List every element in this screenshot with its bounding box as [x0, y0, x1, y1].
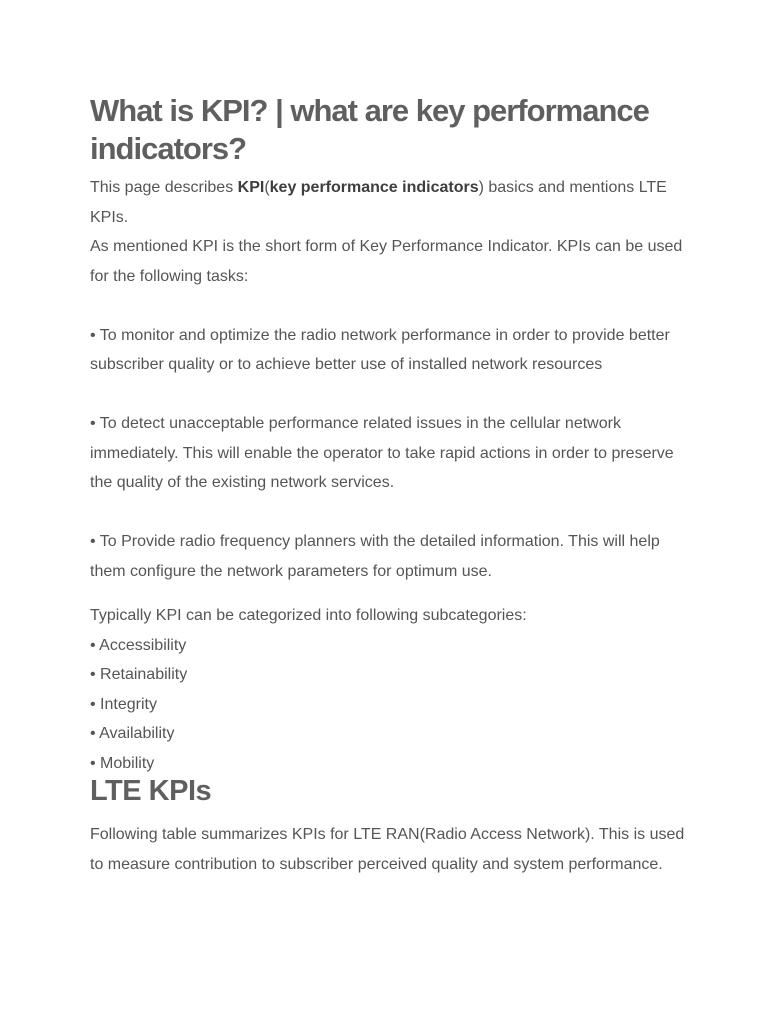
subcategory-item: • Mobility [90, 754, 155, 772]
intro-prefix: This page describes [90, 179, 238, 196]
lte-kpis-heading: LTE KPIs [90, 775, 212, 807]
subcategory-item: • Accessibility [90, 636, 187, 654]
task-item-detect: • To detect unacceptable performance related issues in the cellular network immediately. This will enable the operator to take rapid actions in order to preserve the quality of the existing network services. [90, 415, 674, 491]
lte-kpis-description: Following table summarizes KPIs for LTE RAN(Radio Access Network). This is used to measure contribution to subscriber perceived quality and system performance. [90, 826, 685, 873]
task-item-provide: • To Provide radio frequency planners with the detailed information. This will help them configure the network parameters for optimum use. [90, 533, 660, 580]
intro-open-paren: ( [264, 179, 270, 196]
subcategory-list [90, 631, 690, 779]
article [90, 92, 690, 879]
intro-paragraph [90, 173, 690, 232]
intro-kpi: KPI [237, 179, 265, 196]
subcategories-intro: Typically KPI can be categorized into following subcategories: [90, 607, 527, 624]
task-item-monitor: • To monitor and optimize the radio network performance in order to provide better subscriber quality or to achieve better use of installed network resources [90, 326, 670, 373]
subcategory-item: • Retainability [90, 666, 188, 683]
intro-suffix: ) basics and mentions LTE KPIs. [90, 179, 667, 226]
page-title: What is KPI? | what are key performance indicators? [90, 93, 649, 166]
mentioned-paragraph: As mentioned KPI is the short form of Key Performance Indicator. KPIs can be used for the following tasks: [90, 238, 683, 285]
subcategory-item: • Integrity [90, 695, 157, 713]
subcategory-item: • Availability [90, 725, 175, 742]
intro-kpi-full: key performance indicators [269, 179, 479, 196]
